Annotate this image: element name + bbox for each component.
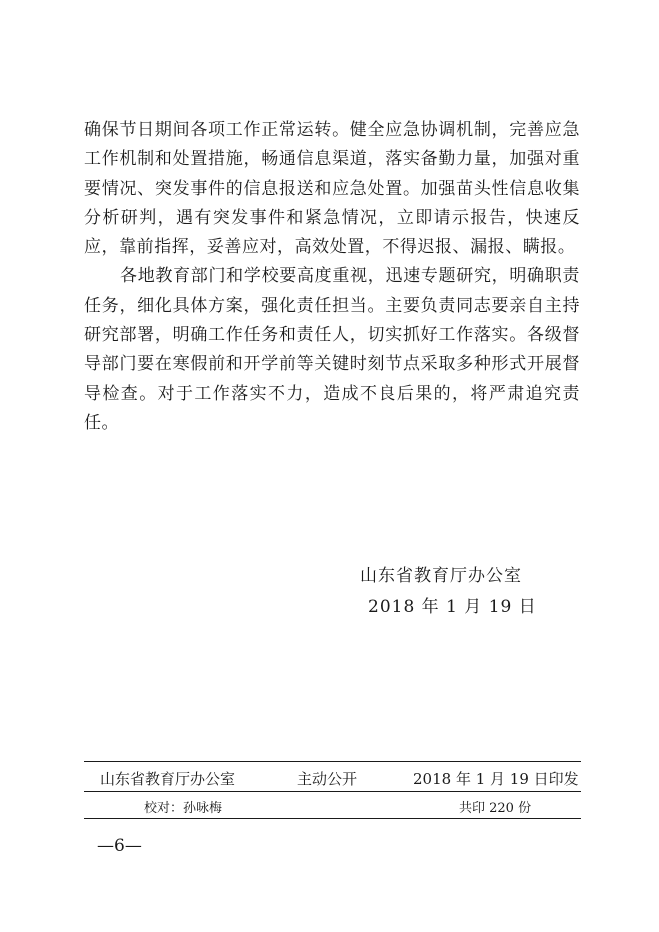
document-body bbox=[84, 116, 580, 438]
page-number: —6— bbox=[97, 836, 142, 856]
footer-issuer: 山东省教育厅办公室 bbox=[100, 770, 236, 788]
signature-organization: 山东省教育厅办公室 bbox=[360, 566, 522, 586]
body-paragraph-2: 各地教育部门和学校要高度重视，迅速专题研究，明确职责任务，细化具体方案，强化责任担当。主要负责同志要亲自主持研究部署，明确工作任务和责任人，切实抓好工作落实。各级督导部门要在寒假前和开学前等关键时刻节点采取多种形式开展督导检查。对于工作落实不力，造成不良后果的，将严肃追究责任。 bbox=[84, 266, 580, 433]
footer-rule-middle bbox=[84, 791, 581, 792]
footer-rule-bottom bbox=[84, 818, 581, 819]
footer-disclosure: 主动公开 bbox=[297, 770, 358, 788]
body-paragraph-1: 确保节日期间各项工作正常运转。健全应急协调机制，完善应急工作机制和处置措施，畅通信息渠道，落实备勤力量，加强对重要情况、突发事件的信息报送和应急处置。加强苗头性信息收集分析研判，遇有突发事件和紧急情况，立即请示报告，快速反应，靠前指挥，妥善应对，高效处置，不得迟报、漏报、瞒报。 bbox=[84, 120, 580, 258]
footer-proofreader: 校对：孙咏梅 bbox=[144, 801, 223, 816]
signature-date: 2018 年 1 月 19 日 bbox=[368, 597, 537, 617]
footer-rule-top bbox=[84, 761, 581, 762]
footer-copies: 共印 220 份 bbox=[459, 801, 532, 816]
footer-issue-date: 2018 年 1 月 19 日印发 bbox=[413, 770, 579, 788]
